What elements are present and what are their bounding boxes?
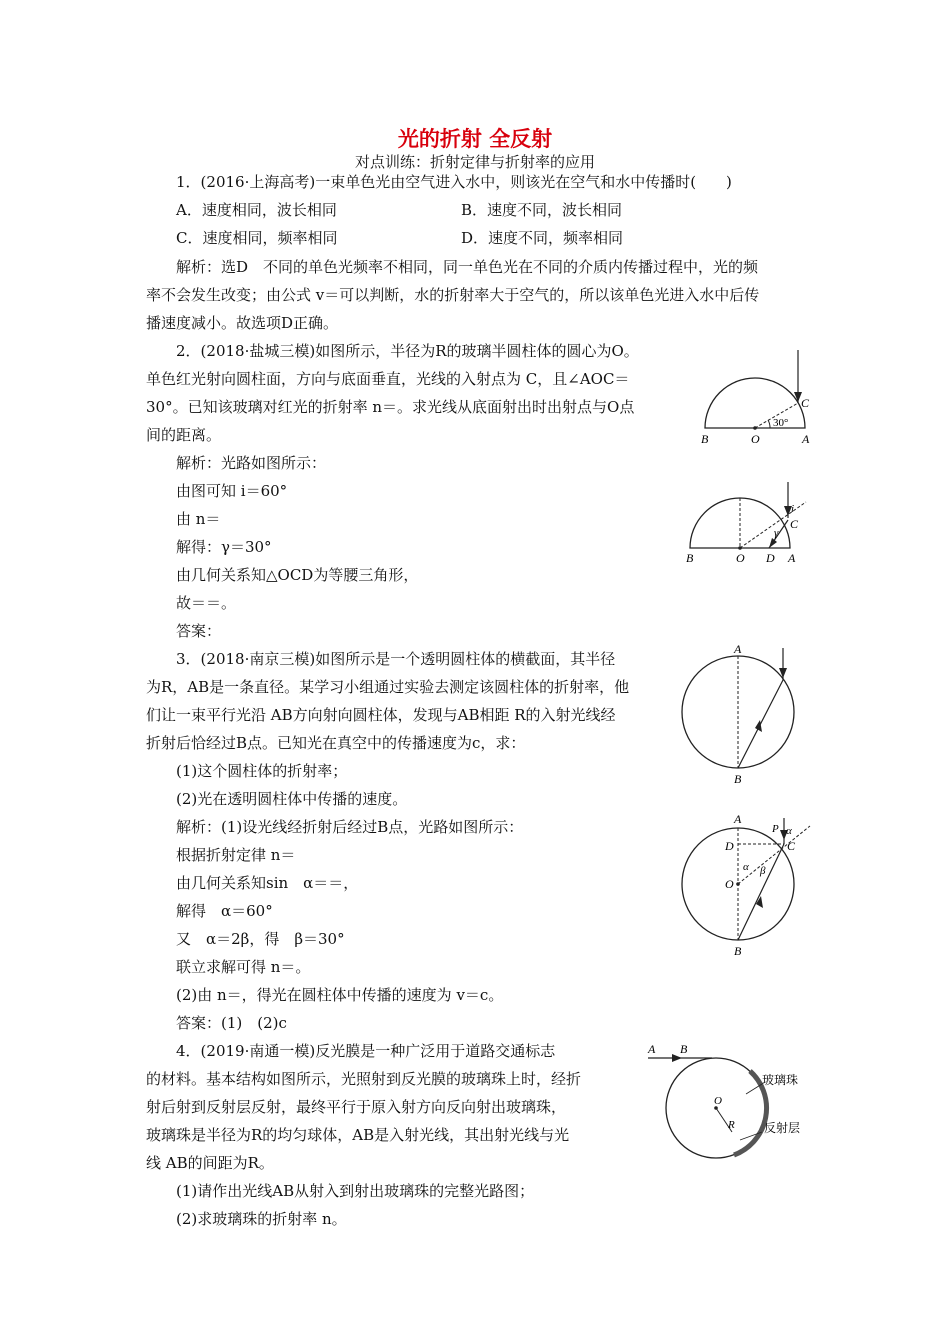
reflective-layer-label: 反射层 [764, 1121, 801, 1135]
point-o-label: O [714, 1095, 722, 1107]
q1-stem: 1．(2016·上海高考)一束单色光由空气进入水中，则该光在空气和水中传播时( ) [176, 173, 732, 191]
q4-stem-line: (2)求玻璃珠的折射率 n。 [176, 1210, 347, 1228]
q4-stem-line: 线 AB的间距为R。 [146, 1154, 274, 1172]
q1-option-d: D．速度不同，频率相同 [461, 229, 624, 247]
radius-label: R [728, 1119, 735, 1131]
point-c-label: C [787, 839, 796, 853]
q2-solution-line: 由图可知 i＝60° [176, 482, 288, 500]
q2-stem-line: 单色红光射向圆柱面，方向与底面垂直，光线的入射点为 C，且∠AOC＝ [146, 370, 630, 388]
q2-solution-line: 由几何关系知△OCD为等腰三角形， [176, 566, 419, 584]
q4-stem-line: 的材料。基本结构如图所示，光照射到反光膜的玻璃珠上时，经折 [146, 1070, 582, 1088]
q3-stem-line: 3．(2018·南京三模)如图所示是一个透明圆柱体的横截面，其半径 [176, 650, 616, 668]
q1-option-b: B．速度不同，波长相同 [461, 201, 623, 219]
circle-cross-section-diagram [678, 640, 803, 788]
point-o-label: O [736, 551, 745, 564]
q2-solution-line: 解得：γ＝30° [176, 538, 272, 556]
point-b-label: B [734, 772, 742, 786]
point-a-label: A [788, 551, 796, 564]
q3-solution-line: 又 α＝2β，得 β＝30° [176, 930, 345, 948]
q3-stem-line: (1)这个圆柱体的折射率； [176, 762, 348, 780]
angle-alpha-label: α [743, 861, 749, 873]
q1-option-c: C．速度相同，频率相同 [176, 229, 338, 247]
q1-solution-line: 播速度减小。故选项D正确。 [146, 314, 339, 332]
q3-solution-line: 根据折射定律 n＝ [176, 846, 296, 864]
point-a-label: A [734, 812, 742, 826]
angle-gamma-label: γ [774, 527, 779, 539]
semicircle-diagram [690, 340, 820, 450]
point-b-label: B [734, 944, 742, 958]
page-title: 光的折射 全反射 [397, 126, 553, 151]
point-c-label: C [801, 396, 810, 410]
q2-solution-line: 故＝＝。 [176, 594, 237, 612]
q3-answer: 答案：(1) (2)c [176, 1014, 287, 1032]
q3-stem-line: 们让一束平行光沿 AB方向射向圆柱体，发现与AB相距 R的入射光线经 [146, 706, 616, 724]
section-subtitle: 对点训练：折射定律与折射率的应用 [354, 153, 595, 171]
glass-bead-label: 玻璃珠 [762, 1073, 799, 1087]
point-a-label: A [802, 432, 810, 446]
q3-solution-line: 解得 α＝60° [176, 902, 273, 920]
q3-solution-line: 联立求解可得 n＝。 [176, 958, 311, 976]
q3-stem-line: 折射后恰经过B点。已知光在真空中的传播速度为c，求： [146, 734, 526, 752]
q1-solution-line: 解析：选D 不同的单色光频率不相同，同一单色光在不同的介质内传播过程中，光的频 [176, 258, 759, 276]
point-o-label: O [751, 432, 760, 446]
point-a-label: A [648, 1042, 656, 1056]
q2-stem-line: 30°。已知该玻璃对红光的折射率 n＝。求光线从底面射出时出射点与O点 [146, 398, 635, 416]
q3-solution-line: (2)由 n＝，得光在圆柱体中传播的速度为 v＝c。 [176, 986, 504, 1004]
point-p-label: P [772, 823, 779, 835]
q2-answer: 答案： [176, 622, 222, 640]
q4-stem-line: 玻璃珠是半径为R的均匀球体，AB是入射光线，其出射光线与光 [146, 1126, 570, 1144]
point-c-label: C [790, 517, 799, 531]
q3-stem-line: (2)光在透明圆柱体中传播的速度。 [176, 790, 408, 808]
point-b-label: B [680, 1042, 688, 1056]
angle-beta-label: β [760, 865, 766, 877]
point-a-label: A [734, 642, 742, 656]
point-d-label: D [725, 839, 734, 853]
q2-solution-line: 解析：光路如图所示： [176, 454, 327, 472]
semicircle-light-path-diagram [682, 478, 812, 564]
q2-solution-line: 由 n＝ [176, 510, 221, 528]
point-d-label: D [766, 551, 775, 564]
q2-stem-line: 2．(2018·盐城三模)如图所示，半径为R的玻璃半圆柱体的圆心为O。 [176, 342, 639, 360]
circle-light-path-diagram [676, 808, 816, 958]
q1-solution-line: 率不会发生改变；由公式 v＝可以判断，水的折射率大于空气的，所以该单色光进入水中后传 [146, 286, 760, 304]
q3-solution-line: 由几何关系知sin α＝＝， [176, 874, 359, 892]
glass-bead-diagram [644, 1036, 814, 1166]
q3-stem-line: 为R，AB是一条直径。某学习小组通过实验去测定该圆柱体的折射率，他 [146, 678, 630, 696]
angle-i-label: i [791, 503, 795, 515]
q4-stem-line: 4．(2019·南通一模)反光膜是一种广泛用于道路交通标志 [176, 1042, 556, 1060]
q1-option-a: A．速度相同，波长相同 [176, 201, 337, 219]
q2-stem-line: 间的距离。 [146, 426, 222, 444]
point-o-label: O [725, 877, 734, 891]
q4-stem-line: (1)请作出光线AB从射入到射出玻璃珠的完整光路图； [176, 1182, 535, 1200]
point-b-label: B [686, 551, 694, 564]
angle-label: 30° [773, 417, 789, 429]
q4-stem-line: 射后射到反射层反射，最终平行于原入射方向反向射出玻璃珠， [146, 1098, 567, 1116]
angle-alpha-label: α [786, 825, 792, 837]
point-b-label: B [701, 432, 709, 446]
q3-solution-line: 解析：(1)设光线经折射后经过B点，光路如图所示： [176, 818, 524, 836]
